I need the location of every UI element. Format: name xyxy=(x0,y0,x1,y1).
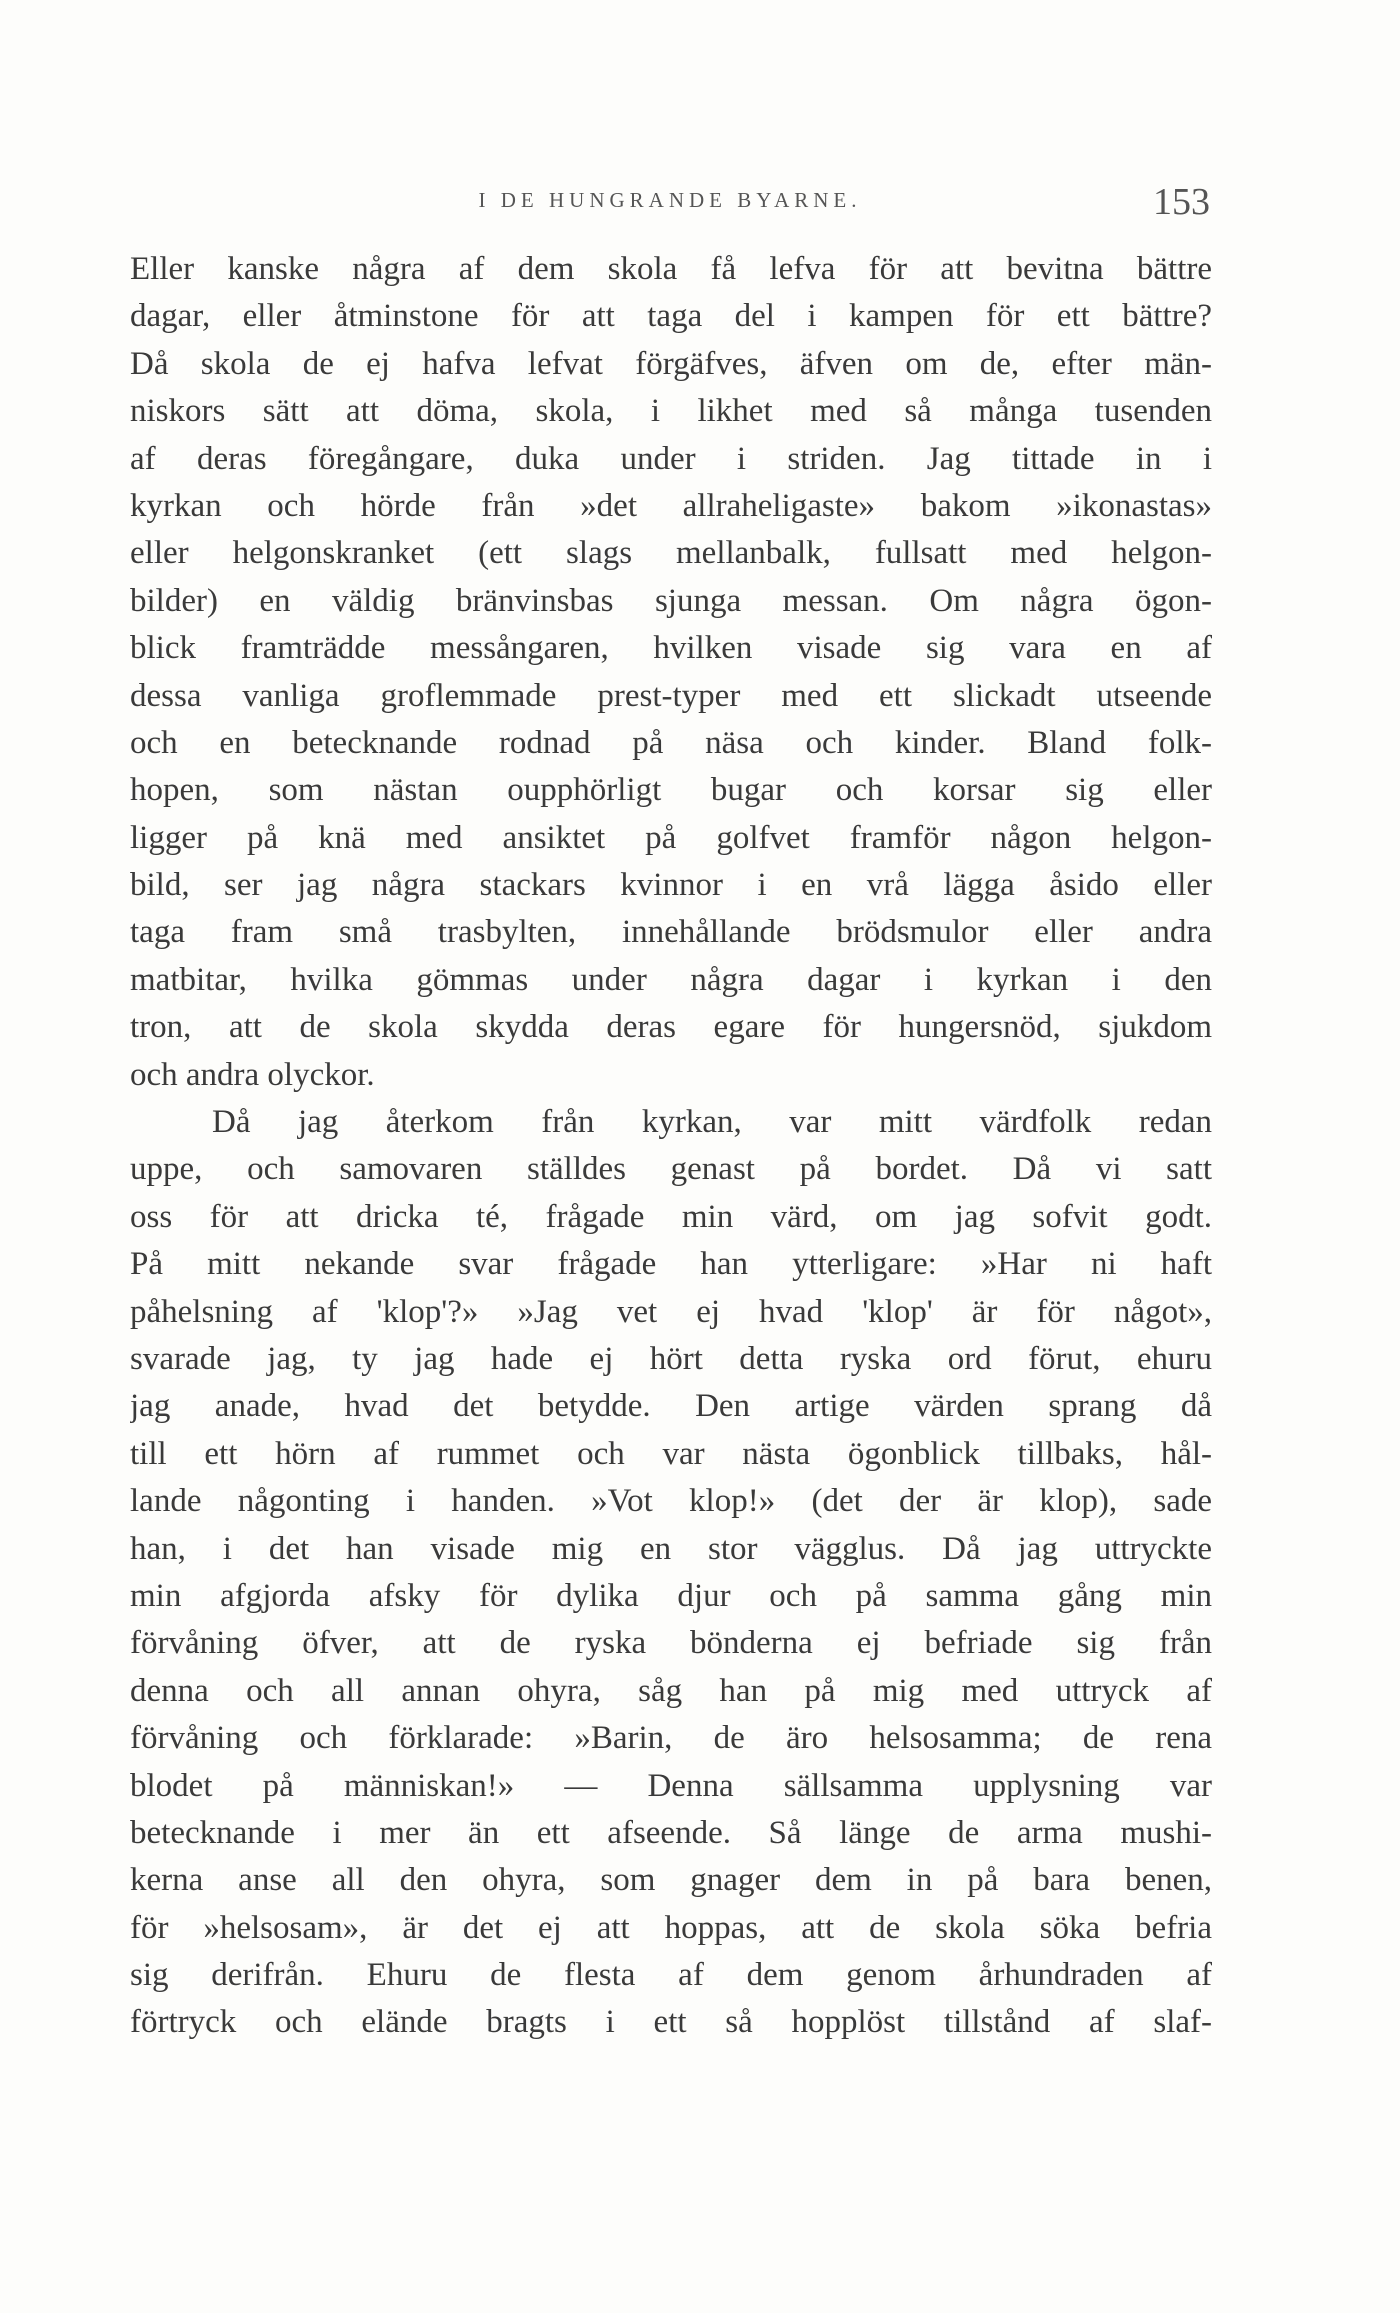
text-line: dessa vanliga groflemmade prest-typer med ett slickadt utseende xyxy=(130,677,1212,714)
text-line: bilder) en väldig bränvinsbas sjunga messan. Om några ögon- xyxy=(130,582,1212,619)
text-line: denna och all annan ohyra, såg han på mig med uttryck af xyxy=(130,1672,1212,1709)
text-line: kerna anse all den ohyra, som gnager dem in på bara benen, xyxy=(130,1862,1212,1899)
text-line: oss för att dricka té, frågade min värd, om jag sofvit godt. xyxy=(130,1198,1212,1235)
text-line: eller helgonskranket (ett slags mellanbalk, fullsatt med helgon- xyxy=(130,535,1212,572)
text-line: sig derifrån. Ehuru de flesta af dem genom århundraden af xyxy=(130,1957,1212,1994)
page-number: 153 xyxy=(1153,181,1210,223)
text-line: förvåning öfver, att de ryska bönderna ej befriade sig från xyxy=(130,1625,1212,1662)
text-line: förvåning och förklarade: »Barin, de äro helsosamma; de rena xyxy=(130,1720,1212,1757)
text-line: lande någonting i handen. »Vot klop!» (det der är klop), sade xyxy=(130,1483,1212,1520)
text-line: Eller kanske några af dem skola få lefva för att bevitna bättre xyxy=(130,251,1212,287)
text-line: påhelsning af 'klop'?» »Jag vet ej hvad 'klop' är för något», xyxy=(130,1293,1212,1330)
text-line: hopen, som nästan oupphörligt bugar och korsar sig eller xyxy=(130,772,1212,809)
text-line: bild, ser jag några stackars kvinnor i en vrå lägga åsido eller xyxy=(130,867,1212,904)
text-line: min afgjorda afsky för dylika djur och på samma gång min xyxy=(130,1577,1212,1614)
text-line: för »helsosam», är det ej att hoppas, att de skola söka befria xyxy=(130,1909,1212,1946)
text-line: På mitt nekande svar frågade han ytterligare: »Har ni haft xyxy=(130,1246,1212,1283)
text-line: niskors sätt att döma, skola, i likhet med så många tusenden xyxy=(130,393,1212,430)
text-line: tron, att de skola skydda deras egare för hungersnöd, sjukdom xyxy=(130,1009,1212,1046)
text-line: Då skola de ej hafva lefvat förgäfves, äfven om de, efter män- xyxy=(130,345,1212,382)
text-line: ligger på knä med ansiktet på golfvet framför någon helgon- xyxy=(130,819,1212,856)
text-line: och andra olyckor. xyxy=(130,1056,375,1093)
text-line: kyrkan och hörde från »det allraheligaste» bakom »ikonastas» xyxy=(130,487,1212,524)
text-line: betecknande i mer än ett afseende. Så länge de arma mushi- xyxy=(130,1814,1212,1851)
text-line: till ett hörn af rummet och var nästa ögonblick tillbaks, hål- xyxy=(130,1435,1212,1472)
text-line: Då jag återkom från kyrkan, var mitt värdfolk redan xyxy=(212,1104,1212,1141)
text-line: jag anade, hvad det betydde. Den artige värden sprang då xyxy=(130,1388,1212,1425)
running-title: I DE HUNGRANDE BYARNE. xyxy=(478,188,862,212)
text-line: svarade jag, ty jag hade ej hört detta ryska ord förut, ehuru xyxy=(130,1340,1212,1377)
running-head xyxy=(130,180,1210,230)
text-line: blodet på människan!» — Denna sällsamma upplysning var xyxy=(130,1767,1212,1804)
text-line: blick framträdde messångaren, hvilken visade sig vara en af xyxy=(130,630,1212,667)
text-line: taga fram små trasbylten, innehållande brödsmulor eller andra xyxy=(130,914,1212,951)
text-line: af deras föregångare, duka under i striden. Jag tittade in i xyxy=(130,440,1212,477)
body-text xyxy=(130,246,1212,2047)
text-line: och en betecknande rodnad på näsa och kinder. Bland folk- xyxy=(130,724,1212,761)
text-line: uppe, och samovaren ställdes genast på bordet. Då vi satt xyxy=(130,1151,1212,1188)
text-line: dagar, eller åtminstone för att taga del i kampen för ett bättre? xyxy=(130,298,1212,335)
text-line: matbitar, hvilka gömmas under några dagar i kyrkan i den xyxy=(130,961,1212,998)
text-line: förtryck och elände bragts i ett så hopplöst tillstånd af slaf- xyxy=(130,2004,1212,2041)
text-line: han, i det han visade mig en stor vägglus. Då jag uttryckte xyxy=(130,1530,1212,1567)
